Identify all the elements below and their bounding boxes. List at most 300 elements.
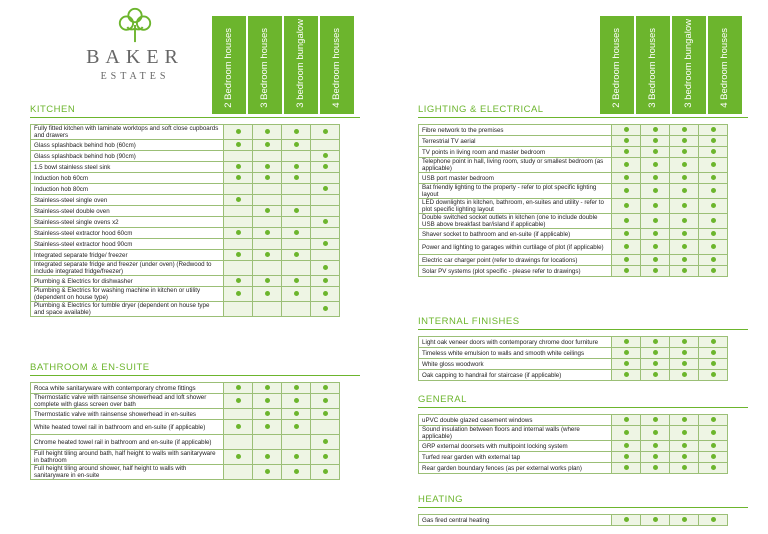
availability-cell [282,409,311,420]
included-dot-icon [265,164,270,169]
table-row [31,276,340,287]
row-label: White heated towel rail in bathroom and en-suite (if applicable) [31,420,224,435]
included-dot-icon [236,197,241,202]
included-dot-icon [682,465,687,470]
included-dot-icon [236,175,241,180]
row-label: Power and lighting to garages within curtilage of plot (if applicable) [419,240,612,255]
availability-cell [670,158,699,173]
availability-cell [311,302,340,317]
included-dot-icon [624,257,629,262]
table-row [419,158,728,173]
included-dot-icon [711,350,716,355]
availability-cell [612,441,641,452]
section-title: GENERAL [418,394,748,408]
availability-cell [612,125,641,136]
included-dot-icon [682,127,687,132]
availability-cell [282,435,311,450]
availability-cell [224,195,253,206]
availability-cell [699,348,728,359]
availability-cell [612,136,641,147]
row-label: Integrated separate fridge/ freezer [31,250,224,261]
row-label: Full height tiling around shower, half height to walls with sanitaryware in en-suite [31,465,224,480]
availability-cell [641,441,670,452]
row-label: Stainless-steel single ovens x2 [31,217,224,228]
included-dot-icon [711,175,716,180]
availability-cell [670,214,699,229]
brand-name: BAKER [86,46,184,68]
table-row [419,415,728,426]
included-dot-icon [711,517,716,522]
included-dot-icon [265,175,270,180]
included-dot-icon [682,149,687,154]
included-dot-icon [294,454,299,459]
availability-cell [224,173,253,184]
table-row [419,337,728,348]
spec-table [418,336,728,381]
availability-cell [253,435,282,450]
included-dot-icon [294,424,299,429]
availability-cell [641,240,670,255]
row-label: Thermostatic valve with rainsense showerhead in en-suites [31,409,224,420]
availability-cell [282,239,311,250]
included-dot-icon [653,268,658,273]
availability-cell [699,426,728,441]
row-label: Plumbing & Electrics for dishwasher [31,276,224,287]
availability-cell [224,302,253,317]
availability-cell [253,302,282,317]
availability-cell [224,206,253,217]
included-dot-icon [624,149,629,154]
included-dot-icon [653,188,658,193]
included-dot-icon [682,244,687,249]
availability-cell [282,162,311,173]
availability-cell [699,515,728,526]
availability-cell [699,415,728,426]
included-dot-icon [624,162,629,167]
availability-cell [282,125,311,140]
included-dot-icon [682,138,687,143]
column-header: 2 Bedroom houses [600,16,634,114]
section-title: INTERNAL FINISHES [418,316,748,330]
availability-cell [612,452,641,463]
availability-cell [282,287,311,302]
included-dot-icon [624,361,629,366]
included-dot-icon [653,517,658,522]
included-dot-icon [653,361,658,366]
table-row [419,125,728,136]
included-dot-icon [265,230,270,235]
availability-cell [311,217,340,228]
included-dot-icon [653,430,658,435]
availability-cell [670,199,699,214]
availability-cell [641,158,670,173]
availability-cell [641,337,670,348]
included-dot-icon [624,244,629,249]
included-dot-icon [236,398,241,403]
availability-cell [311,383,340,394]
row-label: Stainless-steel extractor hood 90cm [31,239,224,250]
availability-cell [311,250,340,261]
included-dot-icon [653,218,658,223]
row-label: Terrestrial TV aerial [419,136,612,147]
availability-cell [670,147,699,158]
availability-cell [641,348,670,359]
availability-cell [311,276,340,287]
included-dot-icon [711,465,716,470]
availability-cell [612,463,641,474]
availability-cell [311,261,340,276]
availability-cell [670,515,699,526]
included-dot-icon [294,175,299,180]
included-dot-icon [294,398,299,403]
included-dot-icon [711,417,716,422]
availability-cell [670,348,699,359]
included-dot-icon [682,454,687,459]
availability-cell [699,240,728,255]
availability-cell [670,125,699,136]
row-label: Oak capping to handrail for staircase (if applicable) [419,370,612,381]
column-header: 3 bedroom bungalow [284,16,318,114]
section-title: HEATING [418,494,748,508]
availability-cell [670,337,699,348]
included-dot-icon [323,164,328,169]
availability-cell [641,173,670,184]
included-dot-icon [653,203,658,208]
included-dot-icon [624,175,629,180]
table-row [31,125,340,140]
table-row [31,239,340,250]
included-dot-icon [624,443,629,448]
availability-cell [224,276,253,287]
included-dot-icon [682,372,687,377]
section [30,104,360,317]
included-dot-icon [653,127,658,132]
included-dot-icon [323,186,328,191]
availability-cell [253,383,282,394]
row-label: Bat friendly lighting to the property - refer to plot specific lighting layout [419,184,612,199]
availability-cell [253,450,282,465]
included-dot-icon [236,164,241,169]
availability-cell [224,151,253,162]
included-dot-icon [236,129,241,134]
included-dot-icon [323,129,328,134]
availability-cell [224,450,253,465]
availability-cell [311,409,340,420]
table-row [31,420,340,435]
availability-cell [612,199,641,214]
table-row [31,450,340,465]
table-row [31,250,340,261]
availability-cell [612,348,641,359]
row-label: Stainless-steel single oven [31,195,224,206]
column-headers-left [212,16,356,114]
included-dot-icon [624,268,629,273]
included-dot-icon [236,278,241,283]
availability-cell [311,450,340,465]
section [30,362,360,480]
included-dot-icon [711,361,716,366]
availability-cell [253,420,282,435]
included-dot-icon [711,430,716,435]
table-row [419,463,728,474]
availability-cell [253,261,282,276]
availability-cell [612,255,641,266]
included-dot-icon [323,398,328,403]
row-label: Fibre network to the premises [419,125,612,136]
included-dot-icon [624,339,629,344]
included-dot-icon [323,411,328,416]
row-label: Sound insulation between floors and internal walls (where applicable) [419,426,612,441]
availability-cell [641,266,670,277]
table-row [31,217,340,228]
included-dot-icon [711,218,716,223]
table-row [31,287,340,302]
section-title: KITCHEN [30,104,360,118]
included-dot-icon [682,257,687,262]
included-dot-icon [624,127,629,132]
availability-cell [253,184,282,195]
availability-cell [282,276,311,287]
availability-cell [612,147,641,158]
tree-logo-icon [116,6,154,44]
included-dot-icon [624,454,629,459]
availability-cell [282,195,311,206]
availability-cell [282,217,311,228]
row-label: Gas fired central heating [419,515,612,526]
row-label: Integrated separate fridge and freezer (under oven) (Redwood to include integrated fridge/freezer) [31,261,224,276]
availability-cell [282,261,311,276]
included-dot-icon [236,454,241,459]
availability-cell [224,184,253,195]
row-label: Rear garden boundary fences (as per external works plan) [419,463,612,474]
included-dot-icon [711,372,716,377]
row-label: Light oak veneer doors with contemporary chrome door furniture [419,337,612,348]
included-dot-icon [624,372,629,377]
availability-cell [612,240,641,255]
availability-cell [253,287,282,302]
availability-cell [253,140,282,151]
table-row [419,515,728,526]
availability-cell [670,173,699,184]
availability-cell [282,394,311,409]
row-label: Stainless-steel extractor hood 60cm [31,228,224,239]
availability-cell [282,228,311,239]
availability-cell [641,136,670,147]
included-dot-icon [294,291,299,296]
availability-cell [612,266,641,277]
table-row [31,302,340,317]
included-dot-icon [323,439,328,444]
table-row [31,151,340,162]
included-dot-icon [294,129,299,134]
availability-cell [282,140,311,151]
row-label: Timeless white emulsion to walls and smooth white ceilings [419,348,612,359]
table-row [31,394,340,409]
availability-cell [253,239,282,250]
availability-cell [224,228,253,239]
availability-cell [253,394,282,409]
availability-cell [699,359,728,370]
included-dot-icon [711,149,716,154]
availability-cell [253,250,282,261]
table-row [419,266,728,277]
availability-cell [699,266,728,277]
availability-cell [224,435,253,450]
table-row [419,147,728,158]
availability-cell [641,214,670,229]
availability-cell [224,409,253,420]
availability-cell [699,452,728,463]
availability-cell [224,250,253,261]
row-label: TV points in living room and master bedroom [419,147,612,158]
brand-sub: ESTATES [100,71,170,82]
availability-cell [641,125,670,136]
availability-cell [670,463,699,474]
included-dot-icon [294,411,299,416]
availability-cell [670,441,699,452]
availability-cell [311,394,340,409]
included-dot-icon [323,241,328,246]
table-row [419,441,728,452]
availability-cell [311,435,340,450]
included-dot-icon [624,218,629,223]
availability-cell [699,147,728,158]
row-label: uPVC double glazed casement windows [419,415,612,426]
availability-cell [670,136,699,147]
row-label: Chrome heated towel rail in bathroom and en-suite (if applicable) [31,435,224,450]
availability-cell [670,452,699,463]
availability-cell [612,229,641,240]
included-dot-icon [682,517,687,522]
section-title: BATHROOM & EN-SUITE [30,362,360,376]
table-row [31,162,340,173]
included-dot-icon [323,153,328,158]
row-label: Stainless-steel double oven [31,206,224,217]
availability-cell [253,409,282,420]
included-dot-icon [682,268,687,273]
availability-cell [311,184,340,195]
availability-cell [612,415,641,426]
availability-cell [253,217,282,228]
included-dot-icon [711,454,716,459]
availability-cell [311,420,340,435]
table-row [419,240,728,255]
availability-cell [311,151,340,162]
row-label: Glass splashback behind hob (90cm) [31,151,224,162]
availability-cell [641,370,670,381]
availability-cell [641,415,670,426]
table-row [419,229,728,240]
availability-cell [253,195,282,206]
section [418,104,748,277]
availability-cell [699,173,728,184]
availability-cell [699,184,728,199]
table-row [419,214,728,229]
row-label: Turfed rear garden with external tap [419,452,612,463]
included-dot-icon [653,372,658,377]
included-dot-icon [711,127,716,132]
availability-cell [641,147,670,158]
availability-cell [224,125,253,140]
column-header: 2 Bedroom houses [212,16,246,114]
row-label: Fully fitted kitchen with laminate worktops and soft close cupboards and drawers [31,125,224,140]
availability-cell [641,515,670,526]
included-dot-icon [294,142,299,147]
availability-cell [253,173,282,184]
section [418,394,748,474]
logo [80,6,190,82]
availability-cell [253,206,282,217]
included-dot-icon [236,252,241,257]
table-row [31,184,340,195]
included-dot-icon [265,129,270,134]
availability-cell [253,465,282,480]
included-dot-icon [265,291,270,296]
availability-cell [282,302,311,317]
row-label: GRP external doorsets with multipoint locking system [419,441,612,452]
availability-cell [699,463,728,474]
included-dot-icon [711,257,716,262]
included-dot-icon [265,385,270,390]
spec-table [418,514,728,526]
availability-cell [641,463,670,474]
row-label: Plumbing & Electrics for tumble dryer (dependent on house type and space available) [31,302,224,317]
availability-cell [699,158,728,173]
included-dot-icon [624,430,629,435]
availability-cell [311,465,340,480]
section-title: LIGHTING & ELECTRICAL [418,104,748,118]
included-dot-icon [624,517,629,522]
availability-cell [699,337,728,348]
row-label: Induction hob 60cm [31,173,224,184]
row-label: Solar PV systems (plot specific - please refer to drawings) [419,266,612,277]
included-dot-icon [711,188,716,193]
table-row [31,409,340,420]
column-header: 4 Bedroom houses [320,16,354,114]
included-dot-icon [294,278,299,283]
included-dot-icon [323,278,328,283]
included-dot-icon [236,142,241,147]
included-dot-icon [682,361,687,366]
included-dot-icon [653,465,658,470]
included-dot-icon [323,219,328,224]
availability-cell [612,158,641,173]
row-label: White gloss woodwork [419,359,612,370]
availability-cell [224,420,253,435]
availability-cell [612,515,641,526]
included-dot-icon [653,149,658,154]
availability-cell [612,426,641,441]
included-dot-icon [624,465,629,470]
included-dot-icon [265,142,270,147]
availability-cell [224,261,253,276]
included-dot-icon [682,231,687,236]
table-row [419,452,728,463]
included-dot-icon [265,454,270,459]
included-dot-icon [653,257,658,262]
included-dot-icon [265,398,270,403]
row-label: 1.5 bowl stainless steel sink [31,162,224,173]
availability-cell [282,450,311,465]
included-dot-icon [682,417,687,422]
section [418,316,748,381]
availability-cell [282,184,311,195]
availability-cell [311,125,340,140]
availability-cell [699,229,728,240]
availability-cell [224,239,253,250]
included-dot-icon [653,454,658,459]
table-row [31,206,340,217]
